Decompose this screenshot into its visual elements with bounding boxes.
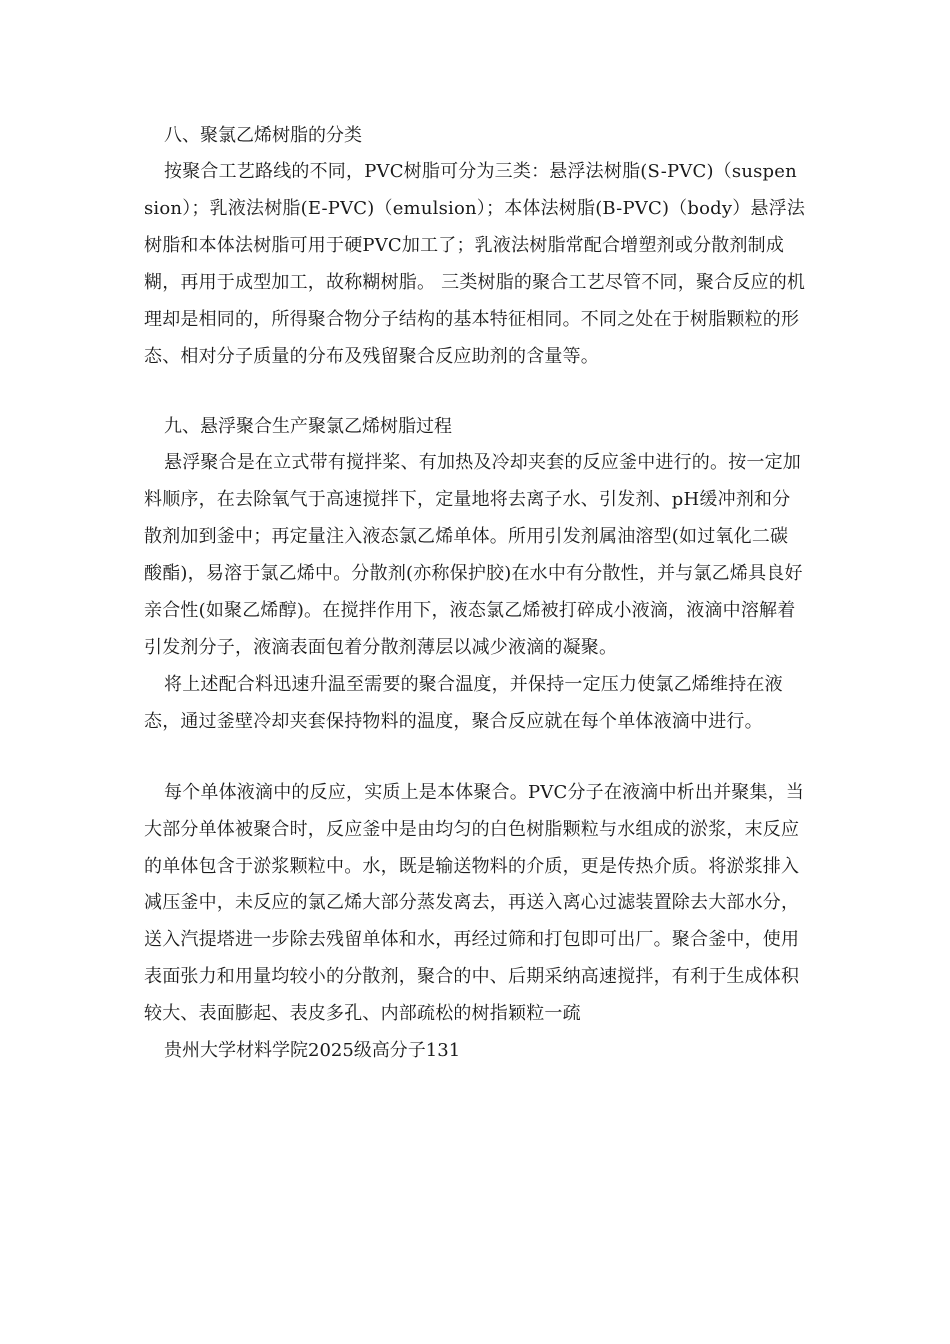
paragraph-spacer [144,741,806,775]
section-9-heading: 九、悬浮聚合生产聚氯乙烯树脂过程 [164,416,452,438]
document-page [144,118,806,1069]
footer-text: 贵州大学材料学院2025级高分子131 [164,1040,461,1062]
section-9-paragraph-1: 悬浮聚合是在立式带有搅拌桨、有加热及冷却夹套的反应釜中进行的。按一定加料顺序，在去除氧气于高速搅拌下，定量地将去离子水、引发剂、pH缓冲剂和分散剂加到釜中；再定量注入液态氯乙烯单体。所用引发剂属油溶型(如过氧化二碳酸酯)，易溶于氯乙烯中。分散剂(亦称保护胶)在水中有分散性，并与氯乙烯具良好亲合性(如聚乙烯醇)。在搅拌作用下，液态氯乙烯被打碎成小液滴，液滴中溶解着引发剂分子，液滴表面包着分散剂薄层以减少液滴的凝聚。 [144,452,803,658]
section-spacer [144,375,806,409]
section-9-paragraph-2: 将上述配合料迅速升温至需要的聚合温度，并保持一定压力使氯乙烯维持在液态，通过釜壁冷却夹套保持物料的温度，聚合反应就在每个单体液滴中进行。 [144,673,783,732]
section-9-paragraph-3: 每个单体液滴中的反应，实质上是本体聚合。PVC分子在液滴中析出并聚集，当大部分单体被聚合时，反应釜中是由均匀的白色树脂颗粒与水组成的淤浆，末反应的单体包含于淤浆颗粒中。水，既是输送物料的介质，更是传热介质。将淤浆排入减压釜中，未反应的氯乙烯大部分蒸发离去，再送入离心过滤装置除去大部水分，送入汽提塔进一步除去残留单体和水，再经过筛和打包即可出厂。聚合釜中，使用表面张力和用量均较小的分散剂，聚合的中、后期采纳高速搅拌，有利于生成体积较大、表面膨起、表皮多孔、内部疏松的树指颖粒一疏 [144,781,805,1025]
section-8-heading: 八、聚氯乙烯树脂的分类 [164,125,362,146]
section-8-paragraph: 按聚合工艺路线的不同，PVC树脂可分为三类：悬浮法树脂(S-PVC)（suspension）；乳液法树脂(E-PVC)（emulsion）；本体法树脂(B-PVC)（body）悬浮法树脂和本体法树脂可用于硬PVC加工了；乳液法树脂常配合增塑剂或分散剂制成糊，再用于成型加工，故称糊树脂。 三类树脂的聚合工艺尽管不同，聚合反应的机理却是相同的，所得聚合物分子结构的基本特征相同。不同之处在于树脂颗粒的形态、相对分子质量的分布及残留聚合反应助剂的含量等。 [144,161,806,367]
